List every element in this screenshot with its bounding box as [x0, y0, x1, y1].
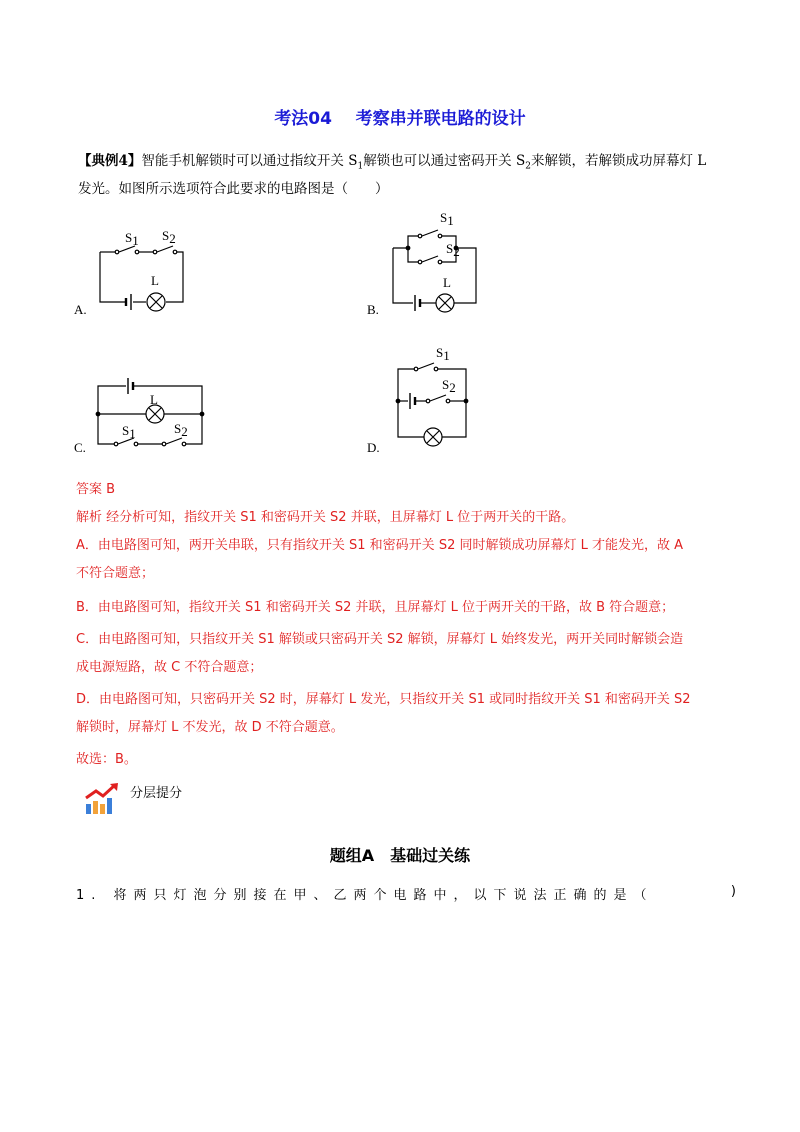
- analysis-b-line: B．由电路图可知，指纹开关 S1 和密码开关 S2 并联，且屏幕灯 L 位于两开关的干路，故 B 符合题意；: [76, 600, 675, 615]
- option-d-label: D.: [367, 440, 380, 455]
- option-c-label: C.: [74, 440, 86, 455]
- answer-line: 答案 B: [76, 482, 116, 497]
- example-line-1: [78, 148, 738, 180]
- example-text-a: 智能手机解锁时可以通过指纹开关 S: [141, 153, 358, 169]
- analysis-line: 解析 经分析可知，指纹开关 S1 和密码开关 S2 并联，且屏幕灯 L 位于两开关的干路。: [76, 510, 575, 525]
- example-text-b: 解锁也可以通过密码开关 S: [363, 153, 526, 169]
- circuit-d-s1-label: S1: [436, 345, 450, 363]
- analysis-d-line-1: D．由电路图可知，只密码开关 S2 时，屏幕灯 L 发光，只指纹开关 S1 或同时指纹开关 S1 和密码开关 S2: [76, 692, 691, 707]
- example-sub-2: 2: [525, 161, 531, 172]
- section-label: 考法04: [274, 109, 332, 129]
- analysis-a-line-2: 不符合题意；: [76, 566, 155, 581]
- example-tag: 【典例4】: [78, 153, 142, 169]
- section-heading: 考察串并联电路的设计: [355, 109, 526, 129]
- logo-label: 分层提分: [130, 786, 183, 801]
- circuit-a-s1-label: S1: [125, 230, 139, 248]
- circuit-b-s2-label: S2: [446, 241, 460, 259]
- analysis-d-line-2: 解锁时，屏幕灯 L 不发光，故 D 不符合题意。: [76, 720, 344, 735]
- circuit-b-lamp-label: L: [443, 275, 451, 290]
- circuit-a-s2-label: S2: [162, 228, 176, 246]
- circuit-c-s2-label: S2: [174, 421, 188, 439]
- question-1-close: ): [730, 884, 736, 899]
- circuit-b-diagram: [388, 208, 488, 318]
- growth-chart-icon: [84, 782, 122, 816]
- analysis-c-line-1: C．由电路图可知，只指纹开关 S1 解锁或只密码开关 S2 解锁，屏幕灯 L 始终发光，两开关同时解锁会造: [76, 632, 684, 647]
- example-line-2: 发光。如图所示选项符合此要求的电路图是（ ）: [78, 181, 389, 197]
- analysis-c-line-2: 成电源短路，故 C 不符合题意；: [76, 660, 263, 675]
- circuit-b-s1-label: S1: [440, 210, 454, 228]
- circuit-c-lamp-label: L: [150, 392, 158, 407]
- question-1: [76, 884, 736, 903]
- option-b-label: B.: [367, 302, 379, 317]
- circuit-a-diagram: [95, 222, 195, 317]
- circuit-d-s2-label: S2: [442, 377, 456, 395]
- question-1-text: 1. 将两只灯泡分别接在甲、乙两个电路中，以下说法正确的是（: [76, 888, 654, 903]
- circuit-c-diagram: [92, 374, 212, 454]
- section-title: [0, 104, 800, 129]
- choice-line: 故选：B。: [76, 752, 137, 767]
- circuit-c-s1-label: S1: [122, 423, 136, 441]
- analysis-a-line-1: A．由电路图可知，两开关串联，只有指纹开关 S1 和密码开关 S2 同时解锁成功屏幕灯 L 才能发光，故 A: [76, 538, 684, 553]
- circuit-a-lamp-label: L: [151, 273, 159, 288]
- group-title: 题组A 基础过关练: [329, 846, 471, 865]
- option-a-label: A.: [74, 302, 87, 317]
- example-text-c: 来解锁，若解锁成功屏幕灯 L: [530, 153, 707, 169]
- example-sub-1: 1: [357, 161, 364, 172]
- circuit-d-diagram: [392, 343, 482, 453]
